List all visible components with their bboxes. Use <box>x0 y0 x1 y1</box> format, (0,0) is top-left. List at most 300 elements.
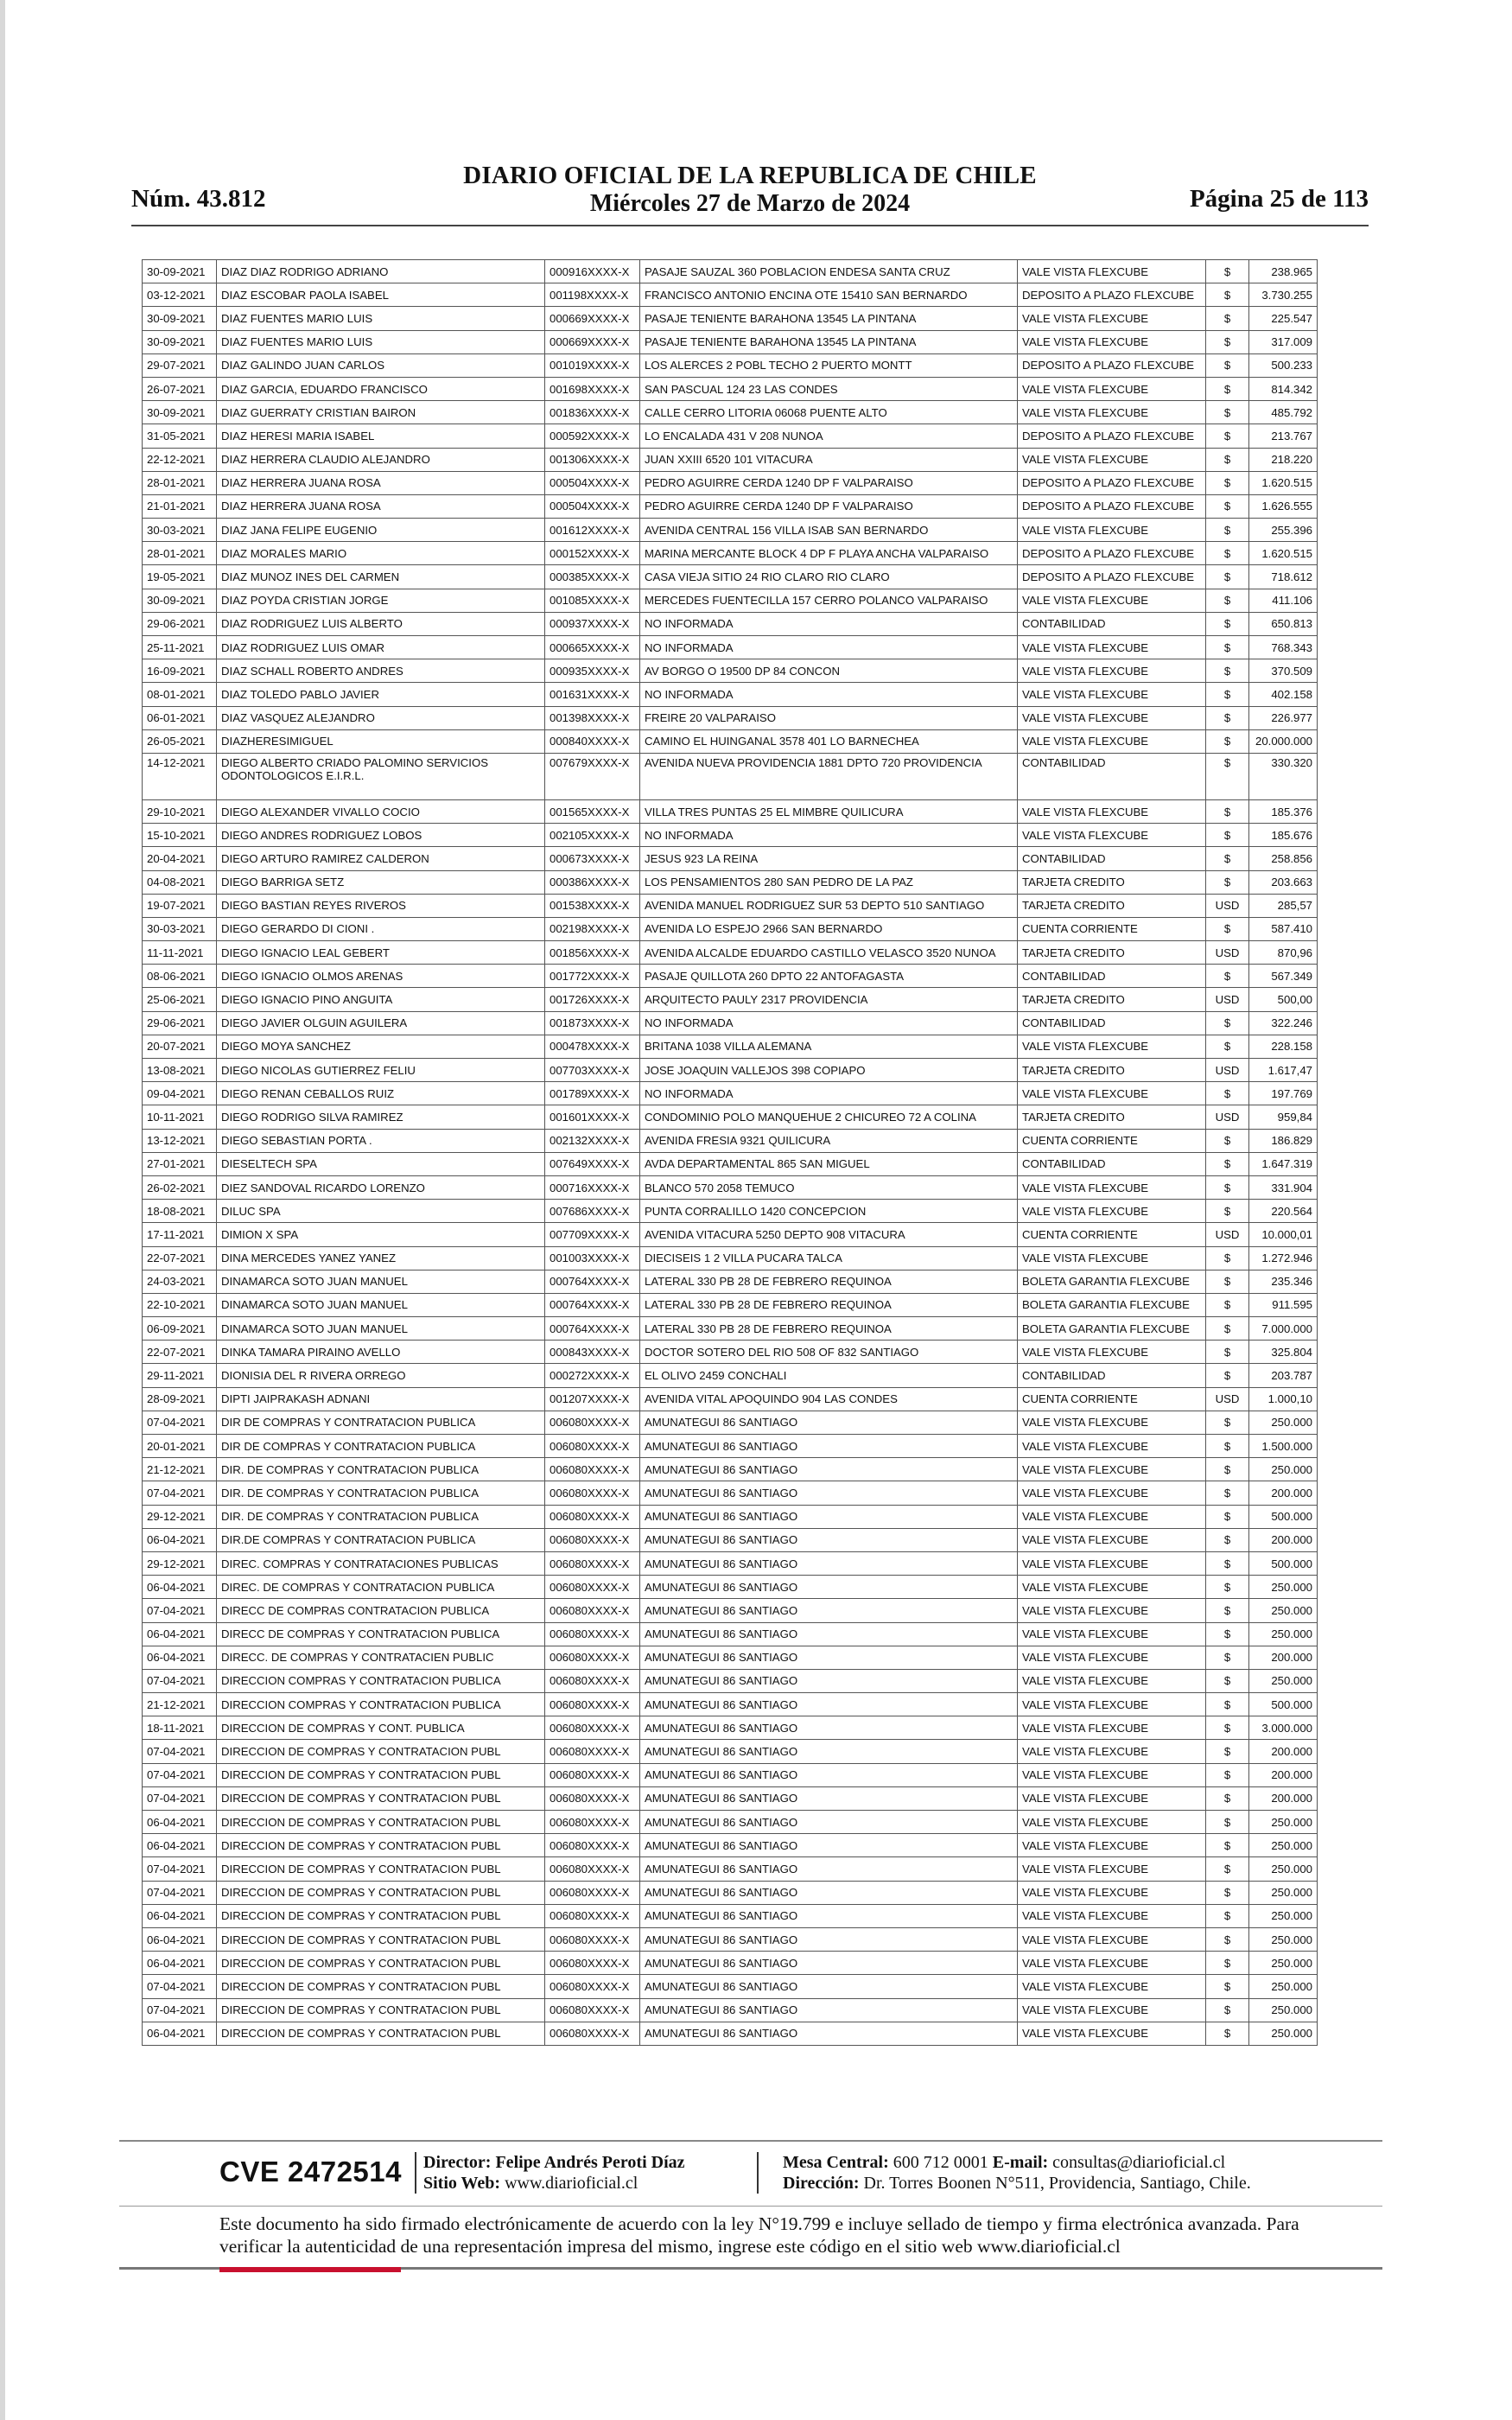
cell-name: DIEGO ANDRES RODRIGUEZ LOBOS <box>217 824 545 847</box>
cell-address: AMUNATEGUI 86 SANTIAGO <box>640 1646 1018 1669</box>
cell-product: CUENTA CORRIENTE <box>1018 1223 1206 1246</box>
cell-product: VALE VISTA FLEXCUBE <box>1018 1857 1206 1881</box>
cell-currency: $ <box>1206 260 1249 283</box>
cell-product: VALE VISTA FLEXCUBE <box>1018 636 1206 659</box>
cell-amount: 250.000 <box>1249 1669 1318 1692</box>
cell-currency: $ <box>1206 1811 1249 1834</box>
cell-address: DOCTOR SOTERO DEL RIO 508 OF 832 SANTIAGO <box>640 1341 1018 1364</box>
cell-date: 15-10-2021 <box>143 824 217 847</box>
table-row <box>143 1786 1318 1810</box>
cell-date: 26-07-2021 <box>143 377 217 400</box>
cell-currency: USD <box>1206 1387 1249 1411</box>
cell-date: 24-03-2021 <box>143 1270 217 1293</box>
table-row <box>143 401 1318 424</box>
cell-product: VALE VISTA FLEXCUBE <box>1018 683 1206 706</box>
cell-date: 11-11-2021 <box>143 941 217 965</box>
cell-rut: 000843XXXX-X <box>545 1341 640 1364</box>
cell-product: VALE VISTA FLEXCUBE <box>1018 1998 1206 2022</box>
cell-name: DIAZ SCHALL ROBERTO ANDRES <box>217 659 545 683</box>
cell-rut: 006080XXXX-X <box>545 1740 640 1763</box>
cell-rut: 000764XXXX-X <box>545 1317 640 1341</box>
cell-date: 29-12-2021 <box>143 1551 217 1575</box>
cell-address: AVENIDA CENTRAL 156 VILLA ISAB SAN BERNARDO <box>640 519 1018 542</box>
cell-currency: $ <box>1206 1693 1249 1716</box>
page-footer <box>119 2150 1382 2211</box>
footer-rule-thin <box>119 2206 1382 2207</box>
table-row <box>143 1528 1318 1551</box>
table-row <box>143 2022 1318 2045</box>
cell-amount: 587.410 <box>1249 917 1318 940</box>
cell-rut: 007709XXXX-X <box>545 1223 640 1246</box>
cell-date: 20-04-2021 <box>143 847 217 870</box>
cell-product: VALE VISTA FLEXCUBE <box>1018 1458 1206 1481</box>
cell-date: 06-04-2021 <box>143 1811 217 1834</box>
cell-product: VALE VISTA FLEXCUBE <box>1018 260 1206 283</box>
cell-date: 18-11-2021 <box>143 1716 217 1740</box>
cell-date: 06-09-2021 <box>143 1317 217 1341</box>
cell-name: DIEGO GERARDO DI CIONI . <box>217 917 545 940</box>
cell-amount: 1.620.515 <box>1249 471 1318 494</box>
cell-date: 07-04-2021 <box>143 1998 217 2022</box>
table-row <box>143 870 1318 894</box>
cell-currency: $ <box>1206 448 1249 471</box>
cell-amount: 325.804 <box>1249 1341 1318 1364</box>
table-row <box>143 612 1318 635</box>
cell-date: 08-01-2021 <box>143 683 217 706</box>
cell-product: BOLETA GARANTIA FLEXCUBE <box>1018 1270 1206 1293</box>
cell-rut: 006080XXXX-X <box>545 1834 640 1857</box>
table-row <box>143 1129 1318 1152</box>
cell-amount: 250.000 <box>1249 1881 1318 1904</box>
cell-name: DIEGO IGNACIO LEAL GEBERT <box>217 941 545 965</box>
header-center <box>131 161 1369 218</box>
legal-notice: Este documento ha sido firmado electrónicamente de acuerdo con la ley N°19.799 e incluye sellado de tiempo y firma electrónica avanzada. Para verificar la autenticidad de una representación impresa del mismo, ingrese este código en el sitio web www.diarioficial.cl <box>219 2213 1299 2257</box>
cell-name: DIEGO ALEXANDER VIVALLO COCIO <box>217 799 545 823</box>
cell-currency: $ <box>1206 307 1249 330</box>
cell-address: AMUNATEGUI 86 SANTIAGO <box>640 1458 1018 1481</box>
cell-product: VALE VISTA FLEXCUBE <box>1018 1411 1206 1434</box>
cell-name: DIRECCION DE COMPRAS Y CONTRATACION PUBL <box>217 1740 545 1763</box>
cell-address: AVENIDA VITAL APOQUINDO 904 LAS CONDES <box>640 1387 1018 1411</box>
cell-product: VALE VISTA FLEXCUBE <box>1018 1975 1206 1998</box>
cell-date: 28-01-2021 <box>143 471 217 494</box>
cell-address: AMUNATEGUI 86 SANTIAGO <box>640 1505 1018 1528</box>
cell-date: 07-04-2021 <box>143 1669 217 1692</box>
cell-currency: USD <box>1206 941 1249 965</box>
cell-date: 30-09-2021 <box>143 589 217 612</box>
table-row <box>143 1646 1318 1669</box>
cell-amount: 200.000 <box>1249 1740 1318 1763</box>
cell-name: DIAZ POYDA CRISTIAN JORGE <box>217 589 545 612</box>
cell-amount: 1.626.555 <box>1249 494 1318 518</box>
cell-amount: 3.000.000 <box>1249 1716 1318 1740</box>
cell-name: DILUC SPA <box>217 1200 545 1223</box>
table-row <box>143 1881 1318 1904</box>
cell-date: 10-11-2021 <box>143 1105 217 1129</box>
table-row <box>143 1175 1318 1199</box>
cell-rut: 006080XXXX-X <box>545 1481 640 1505</box>
cell-date: 06-04-2021 <box>143 1646 217 1669</box>
table-row <box>143 1035 1318 1058</box>
cell-amount: 485.792 <box>1249 401 1318 424</box>
table-row <box>143 1927 1318 1951</box>
cell-date: 17-11-2021 <box>143 1223 217 1246</box>
cell-address: PASAJE SAUZAL 360 POBLACION ENDESA SANTA CRUZ <box>640 260 1018 283</box>
cell-address: PASAJE TENIENTE BARAHONA 13545 LA PINTANA <box>640 307 1018 330</box>
cell-date: 13-08-2021 <box>143 1059 217 1082</box>
cell-date: 29-12-2021 <box>143 1505 217 1528</box>
cell-date: 26-05-2021 <box>143 729 217 753</box>
cell-amount: 200.000 <box>1249 1646 1318 1669</box>
cell-rut: 000386XXXX-X <box>545 870 640 894</box>
phone-value: 600 712 0001 <box>893 2153 988 2172</box>
web-link[interactable]: www.diarioficial.cl <box>505 2174 638 2193</box>
cell-rut: 007649XXXX-X <box>545 1152 640 1175</box>
cell-name: DIR DE COMPRAS Y CONTRATACION PUBLICA <box>217 1411 545 1434</box>
cell-currency: $ <box>1206 1481 1249 1505</box>
cell-rut: 006080XXXX-X <box>545 2022 640 2045</box>
cell-date: 21-12-2021 <box>143 1693 217 1716</box>
cell-address: AMUNATEGUI 86 SANTIAGO <box>640 1857 1018 1881</box>
email-link[interactable]: consultas@diarioficial.cl <box>1052 2153 1226 2172</box>
cell-rut: 006080XXXX-X <box>545 1998 640 2022</box>
cell-name: DIAZ DIAZ RODRIGO ADRIANO <box>217 260 545 283</box>
footer-separator <box>415 2152 416 2194</box>
cell-product: VALE VISTA FLEXCUBE <box>1018 1693 1206 1716</box>
newspaper-title: DIARIO OFICIAL DE LA REPUBLICA DE CHILE <box>463 162 1037 189</box>
cell-rut: 001003XXXX-X <box>545 1246 640 1270</box>
cell-name: DIEGO IGNACIO PINO ANGUITA <box>217 988 545 1011</box>
cell-address: LOS ALERCES 2 POBL TECHO 2 PUERTO MONTT <box>640 353 1018 377</box>
table-row <box>143 1152 1318 1175</box>
cell-currency: USD <box>1206 1105 1249 1129</box>
cell-rut: 006080XXXX-X <box>545 1646 640 1669</box>
cell-rut: 006080XXXX-X <box>545 1576 640 1599</box>
cell-product: VALE VISTA FLEXCUBE <box>1018 799 1206 823</box>
footer-director-block <box>423 2152 685 2194</box>
header-rule <box>131 225 1369 226</box>
cell-name: DIR. DE COMPRAS Y CONTRATACION PUBLICA <box>217 1458 545 1481</box>
cell-rut: 001306XXXX-X <box>545 448 640 471</box>
cell-product: VALE VISTA FLEXCUBE <box>1018 1505 1206 1528</box>
table-row <box>143 1270 1318 1293</box>
cell-date: 06-04-2021 <box>143 1622 217 1646</box>
cell-product: VALE VISTA FLEXCUBE <box>1018 1035 1206 1058</box>
cell-rut: 000504XXXX-X <box>545 471 640 494</box>
cell-amount: 250.000 <box>1249 1811 1318 1834</box>
cell-currency: $ <box>1206 706 1249 729</box>
table-row <box>143 1952 1318 1975</box>
cell-currency: $ <box>1206 1458 1249 1481</box>
cell-product: CONTABILIDAD <box>1018 1364 1206 1387</box>
cell-product: TARJETA CREDITO <box>1018 988 1206 1011</box>
cell-rut: 001601XXXX-X <box>545 1105 640 1129</box>
cell-amount: 185.376 <box>1249 799 1318 823</box>
cell-name: DIAZ HERRERA CLAUDIO ALEJANDRO <box>217 448 545 471</box>
table-row <box>143 1857 1318 1881</box>
cell-product: TARJETA CREDITO <box>1018 1059 1206 1082</box>
phone-label: Mesa Central: <box>783 2153 889 2172</box>
cell-name: DIAZ HERESI MARIA ISABEL <box>217 424 545 448</box>
cell-amount: 500.000 <box>1249 1693 1318 1716</box>
cell-rut: 000916XXXX-X <box>545 260 640 283</box>
cell-name: DINKA TAMARA PIRAINO AVELLO <box>217 1341 545 1364</box>
table-row <box>143 753 1318 799</box>
cell-address: AMUNATEGUI 86 SANTIAGO <box>640 1411 1018 1434</box>
cell-currency: $ <box>1206 753 1249 799</box>
cell-amount: 718.612 <box>1249 565 1318 589</box>
cell-amount: 1.617,47 <box>1249 1059 1318 1082</box>
cell-product: VALE VISTA FLEXCUBE <box>1018 401 1206 424</box>
cell-date: 30-09-2021 <box>143 260 217 283</box>
table-row <box>143 377 1318 400</box>
cell-currency: $ <box>1206 1129 1249 1152</box>
cell-product: VALE VISTA FLEXCUBE <box>1018 377 1206 400</box>
cell-amount: 370.509 <box>1249 659 1318 683</box>
cell-currency: $ <box>1206 1200 1249 1223</box>
cell-date: 21-12-2021 <box>143 1458 217 1481</box>
cell-rut: 007679XXXX-X <box>545 753 640 799</box>
cell-product: VALE VISTA FLEXCUBE <box>1018 519 1206 542</box>
table-row <box>143 894 1318 917</box>
cell-product: CUENTA CORRIENTE <box>1018 1387 1206 1411</box>
cell-address: PUNTA CORRALILLO 1420 CONCEPCION <box>640 1200 1018 1223</box>
page-edge <box>0 0 5 2420</box>
cell-date: 29-11-2021 <box>143 1364 217 1387</box>
cell-product: VALE VISTA FLEXCUBE <box>1018 307 1206 330</box>
cell-product: VALE VISTA FLEXCUBE <box>1018 1622 1206 1646</box>
cell-currency: $ <box>1206 1904 1249 1927</box>
cell-currency: $ <box>1206 1975 1249 1998</box>
cell-date: 20-07-2021 <box>143 1035 217 1058</box>
cell-currency: $ <box>1206 1551 1249 1575</box>
cell-address: PEDRO AGUIRRE CERDA 1240 DP F VALPARAISO <box>640 471 1018 494</box>
cell-name: DIEGO BASTIAN REYES RIVEROS <box>217 894 545 917</box>
cell-rut: 001538XXXX-X <box>545 894 640 917</box>
cell-name: DIRECCION DE COMPRAS Y CONTRATACION PUBL <box>217 1904 545 1927</box>
cell-rut: 006080XXXX-X <box>545 1927 640 1951</box>
cell-date: 07-04-2021 <box>143 1857 217 1881</box>
cell-address: EL OLIVO 2459 CONCHALI <box>640 1364 1018 1387</box>
cell-name: DIAZ GARCIA, EDUARDO FRANCISCO <box>217 377 545 400</box>
cell-currency: $ <box>1206 1411 1249 1434</box>
table-row <box>143 471 1318 494</box>
cell-address: LATERAL 330 PB 28 DE FEBRERO REQUINOA <box>640 1317 1018 1341</box>
cell-rut: 001565XXXX-X <box>545 799 640 823</box>
cell-rut: 000272XXXX-X <box>545 1364 640 1387</box>
cell-date: 19-07-2021 <box>143 894 217 917</box>
cell-name: DINA MERCEDES YANEZ YANEZ <box>217 1246 545 1270</box>
cell-rut: 002132XXXX-X <box>545 1129 640 1152</box>
issue-number: Núm. 43.812 <box>131 185 266 213</box>
cell-product: VALE VISTA FLEXCUBE <box>1018 330 1206 353</box>
cell-date: 16-09-2021 <box>143 659 217 683</box>
cell-date: 13-12-2021 <box>143 1129 217 1152</box>
cell-date: 07-04-2021 <box>143 1763 217 1786</box>
cell-amount: 250.000 <box>1249 1952 1318 1975</box>
table-row <box>143 1693 1318 1716</box>
cell-name: DIRECCION DE COMPRAS Y CONT. PUBLICA <box>217 1716 545 1740</box>
cell-address: AVDA DEPARTAMENTAL 865 SAN MIGUEL <box>640 1152 1018 1175</box>
table-row <box>143 1551 1318 1575</box>
cell-name: DIAZ FUENTES MARIO LUIS <box>217 330 545 353</box>
cell-rut: 000764XXXX-X <box>545 1270 640 1293</box>
cell-address: CAMINO EL HUINGANAL 3578 401 LO BARNECHEA <box>640 729 1018 753</box>
cell-rut: 006080XXXX-X <box>545 1811 640 1834</box>
cell-name: DIEGO RENAN CEBALLOS RUIZ <box>217 1082 545 1105</box>
cell-amount: 250.000 <box>1249 1599 1318 1622</box>
cell-address: VILLA TRES PUNTAS 25 EL MIMBRE QUILICURA <box>640 799 1018 823</box>
cell-rut: 006080XXXX-X <box>545 1763 640 1786</box>
cell-product: VALE VISTA FLEXCUBE <box>1018 1551 1206 1575</box>
cell-name: DIREC. DE COMPRAS Y CONTRATACION PUBLICA <box>217 1576 545 1599</box>
cell-address: AVENIDA NUEVA PROVIDENCIA 1881 DPTO 720 PROVIDENCIA <box>640 753 1018 799</box>
cell-date: 30-03-2021 <box>143 519 217 542</box>
cell-name: DIAZ MUNOZ INES DEL CARMEN <box>217 565 545 589</box>
cell-date: 25-11-2021 <box>143 636 217 659</box>
cell-address: AVENIDA LO ESPEJO 2966 SAN BERNARDO <box>640 917 1018 940</box>
cell-name: DIEGO BARRIGA SETZ <box>217 870 545 894</box>
cell-product: VALE VISTA FLEXCUBE <box>1018 1786 1206 1810</box>
cell-product: CONTABILIDAD <box>1018 1152 1206 1175</box>
cell-address: MERCEDES FUENTECILLA 157 CERRO POLANCO VALPARAISO <box>640 589 1018 612</box>
table-row <box>143 1599 1318 1622</box>
table-row <box>143 1811 1318 1834</box>
cell-rut: 000669XXXX-X <box>545 330 640 353</box>
cell-currency: $ <box>1206 683 1249 706</box>
cell-amount: 250.000 <box>1249 1458 1318 1481</box>
cell-currency: $ <box>1206 1364 1249 1387</box>
table-row <box>143 353 1318 377</box>
cell-address: AMUNATEGUI 86 SANTIAGO <box>640 1904 1018 1927</box>
cell-date: 29-10-2021 <box>143 799 217 823</box>
cell-amount: 250.000 <box>1249 1576 1318 1599</box>
table-row <box>143 1998 1318 2022</box>
cell-name: DIRECCION DE COMPRAS Y CONTRATACION PUBL <box>217 1834 545 1857</box>
cell-address: AVENIDA MANUEL RODRIGUEZ SUR 53 DEPTO 510 SANTIAGO <box>640 894 1018 917</box>
cell-address: DIECISEIS 1 2 VILLA PUCARA TALCA <box>640 1246 1018 1270</box>
cell-amount: 250.000 <box>1249 1904 1318 1927</box>
cell-date: 07-04-2021 <box>143 1481 217 1505</box>
cell-product: VALE VISTA FLEXCUBE <box>1018 1811 1206 1834</box>
cell-currency: $ <box>1206 494 1249 518</box>
cell-rut: 001873XXXX-X <box>545 1011 640 1035</box>
cell-date: 19-05-2021 <box>143 565 217 589</box>
cell-address: SAN PASCUAL 124 23 LAS CONDES <box>640 377 1018 400</box>
cell-date: 26-02-2021 <box>143 1175 217 1199</box>
table-row <box>143 917 1318 940</box>
cell-date: 07-04-2021 <box>143 1411 217 1434</box>
table-row <box>143 519 1318 542</box>
cell-date: 18-08-2021 <box>143 1200 217 1223</box>
cell-product: CONTABILIDAD <box>1018 965 1206 988</box>
cell-address: PASAJE QUILLOTA 260 DPTO 22 ANTOFAGASTA <box>640 965 1018 988</box>
cell-product: VALE VISTA FLEXCUBE <box>1018 1740 1206 1763</box>
cell-amount: 226.977 <box>1249 706 1318 729</box>
bottom-accent-bar <box>219 2267 401 2272</box>
cell-amount: 250.000 <box>1249 1834 1318 1857</box>
table-row <box>143 1505 1318 1528</box>
cell-date: 07-04-2021 <box>143 1881 217 1904</box>
cell-name: DIAZ JANA FELIPE EUGENIO <box>217 519 545 542</box>
cell-name: DIEGO ALBERTO CRIADO PALOMINO SERVICIOS ODONTOLOGICOS E.I.R.L. <box>217 753 545 799</box>
cell-rut: 006080XXXX-X <box>545 1505 640 1528</box>
cell-address: AMUNATEGUI 86 SANTIAGO <box>640 1927 1018 1951</box>
cell-date: 06-04-2021 <box>143 1576 217 1599</box>
cell-currency: $ <box>1206 1786 1249 1810</box>
cell-product: VALE VISTA FLEXCUBE <box>1018 1716 1206 1740</box>
cell-address: CALLE CERRO LITORIA 06068 PUENTE ALTO <box>640 401 1018 424</box>
cell-date: 03-12-2021 <box>143 283 217 307</box>
cell-address: NO INFORMADA <box>640 612 1018 635</box>
cell-product: DEPOSITO A PLAZO FLEXCUBE <box>1018 542 1206 565</box>
table-row <box>143 589 1318 612</box>
cell-currency: $ <box>1206 1152 1249 1175</box>
cell-amount: 911.595 <box>1249 1293 1318 1316</box>
cell-currency: $ <box>1206 542 1249 565</box>
table-row <box>143 965 1318 988</box>
table-row <box>143 941 1318 965</box>
cell-amount: 200.000 <box>1249 1528 1318 1551</box>
cell-currency: $ <box>1206 1576 1249 1599</box>
cell-currency: $ <box>1206 1763 1249 1786</box>
cell-name: DIEGO NICOLAS GUTIERREZ FELIU <box>217 1059 545 1082</box>
table-row <box>143 1435 1318 1458</box>
cell-name: DIRECCION DE COMPRAS Y CONTRATACION PUBL <box>217 1952 545 1975</box>
cell-amount: 250.000 <box>1249 1411 1318 1434</box>
cell-date: 06-04-2021 <box>143 2022 217 2045</box>
cell-product: DEPOSITO A PLAZO FLEXCUBE <box>1018 353 1206 377</box>
cell-address: AMUNATEGUI 86 SANTIAGO <box>640 2022 1018 2045</box>
cell-product: VALE VISTA FLEXCUBE <box>1018 1881 1206 1904</box>
cell-currency: $ <box>1206 1011 1249 1035</box>
cell-currency: $ <box>1206 1175 1249 1199</box>
cell-product: VALE VISTA FLEXCUBE <box>1018 1341 1206 1364</box>
cell-currency: $ <box>1206 589 1249 612</box>
table-row <box>143 1293 1318 1316</box>
address-value: Dr. Torres Boonen N°511, Providencia, Santiago, Chile. <box>863 2174 1251 2193</box>
cell-rut: 001789XXXX-X <box>545 1082 640 1105</box>
cell-amount: 567.349 <box>1249 965 1318 988</box>
cell-date: 22-07-2021 <box>143 1341 217 1364</box>
cell-name: DIRECCION DE COMPRAS Y CONTRATACION PUBL <box>217 1881 545 1904</box>
table-row <box>143 1105 1318 1129</box>
director-label: Director: <box>423 2153 492 2172</box>
cell-date: 30-09-2021 <box>143 401 217 424</box>
cell-date: 06-04-2021 <box>143 1952 217 1975</box>
cell-rut: 001698XXXX-X <box>545 377 640 400</box>
cell-amount: 200.000 <box>1249 1763 1318 1786</box>
cell-address: AMUNATEGUI 86 SANTIAGO <box>640 1786 1018 1810</box>
cell-currency: $ <box>1206 1317 1249 1341</box>
cell-name: DIONISIA DEL R RIVERA ORREGO <box>217 1364 545 1387</box>
table-row <box>143 1011 1318 1035</box>
cell-amount: 500.000 <box>1249 1505 1318 1528</box>
cell-address: AMUNATEGUI 86 SANTIAGO <box>640 1599 1018 1622</box>
cell-product: VALE VISTA FLEXCUBE <box>1018 1246 1206 1270</box>
cell-date: 22-07-2021 <box>143 1246 217 1270</box>
cell-address: AMUNATEGUI 86 SANTIAGO <box>640 1693 1018 1716</box>
cell-address: AMUNATEGUI 86 SANTIAGO <box>640 1811 1018 1834</box>
table-row <box>143 1387 1318 1411</box>
cell-rut: 001019XXXX-X <box>545 353 640 377</box>
table-row <box>143 1834 1318 1857</box>
cell-amount: 870,96 <box>1249 941 1318 965</box>
cell-currency: USD <box>1206 894 1249 917</box>
cell-date: 06-04-2021 <box>143 1904 217 1927</box>
cell-amount: 285,57 <box>1249 894 1318 917</box>
cell-name: DIRECCION DE COMPRAS Y CONTRATACION PUBL <box>217 1927 545 1951</box>
